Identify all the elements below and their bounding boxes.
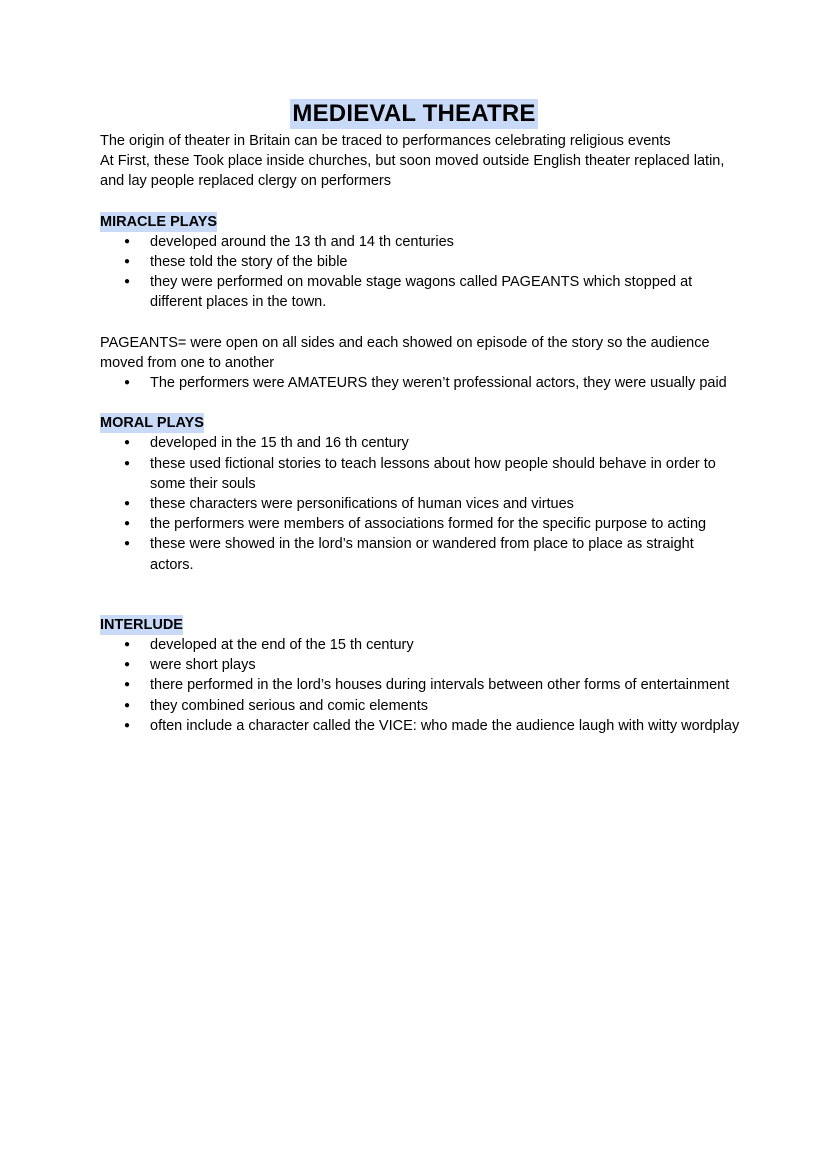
- spacer: [100, 575, 740, 615]
- spacer: [100, 313, 740, 333]
- document-body: [100, 131, 740, 736]
- list-item: ● these used fictional stories to teach lessons about how people should behave in order to some their souls: [100, 454, 740, 494]
- title-container: [0, 99, 828, 129]
- pageants-text: PAGEANTS= were open on all sides and each showed on episode of the story so the audience moved from one to another: [100, 334, 710, 371]
- moral-plays-section: [100, 413, 740, 575]
- list-item: ● developed around the 13 th and 14 th centuries: [100, 232, 740, 252]
- miracle-plays-section: [100, 212, 740, 313]
- list-item: ● developed at the end of the 15 th century: [100, 635, 740, 655]
- interlude-list: [100, 635, 740, 736]
- page-title: MEDIEVAL THEATRE: [292, 100, 536, 127]
- moral-plays-list: [100, 433, 740, 574]
- list-item: ● these characters were personifications of human vices and virtues: [100, 494, 740, 514]
- pageants-list: [100, 373, 740, 393]
- list-item: ● were short plays: [100, 655, 740, 675]
- list-item: ● developed in the 15 th and 16 th century: [100, 433, 740, 453]
- moral-plays-heading: MORAL PLAYS: [100, 415, 204, 432]
- pageants-section: [100, 333, 740, 394]
- intro-line-1: The origin of theater in Britain can be traced to performances celebrating religious events: [100, 133, 671, 149]
- list-item: ● the performers were members of associations formed for the specific purpose to acting: [100, 514, 740, 534]
- interlude-heading: INTERLUDE: [100, 616, 183, 633]
- list-item: ● The performers were AMATEURS they weren’t professional actors, they were usually paid: [100, 373, 740, 393]
- list-item: ● there performed in the lord’s houses during intervals between other forms of entertainment: [100, 675, 740, 695]
- list-item: ● these were showed in the lord’s mansion or wandered from place to place as straight actors.: [100, 534, 740, 574]
- miracle-plays-list: [100, 232, 740, 313]
- list-item: ● they were performed on movable stage wagons called PAGEANTS which stopped at different places in the town.: [100, 272, 740, 312]
- intro-line-2: At First, these Took place inside churches, but soon moved outside English theater replaced latin, and lay people replaced clergy on performers: [100, 153, 725, 190]
- spacer: [100, 192, 740, 212]
- spacer: [100, 393, 740, 413]
- list-item: ● these told the story of the bible: [100, 252, 740, 272]
- interlude-section: [100, 615, 740, 736]
- miracle-plays-heading: MIRACLE PLAYS: [100, 213, 218, 230]
- list-item: ● often include a character called the VICE: who made the audience laugh with witty wordplay: [100, 716, 740, 736]
- list-item: ● they combined serious and comic elements: [100, 696, 740, 716]
